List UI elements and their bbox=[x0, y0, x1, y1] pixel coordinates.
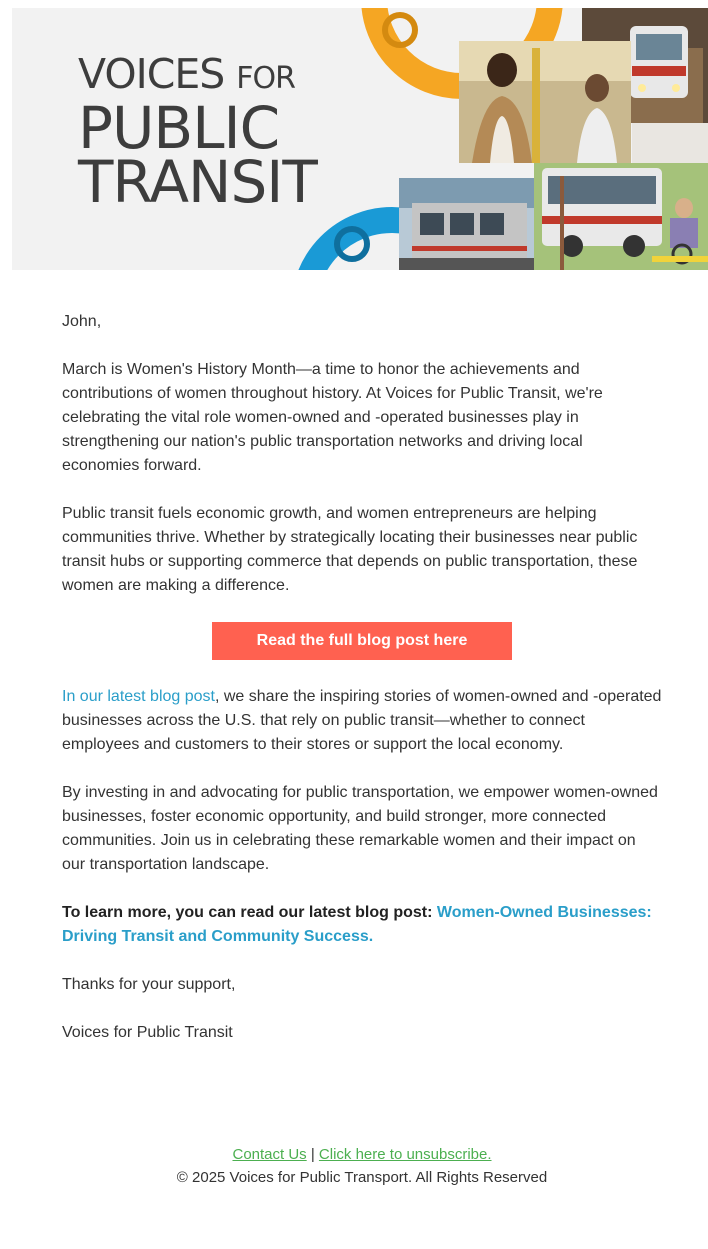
blog-title-link[interactable]: Women-Owned Businesses: Driving Transit and Community Success. bbox=[62, 904, 652, 945]
cta-container bbox=[62, 622, 662, 660]
learn-more-paragraph bbox=[62, 901, 662, 949]
advocacy-paragraph: By investing in and advocating for public transportation, we empower women-owned businesses, foster economic opportunity, and build stronger, more connected communities. Join us in celebrating these remarkable women and their impact on our transportation landscape. bbox=[62, 784, 658, 873]
photo-strip bbox=[632, 123, 708, 163]
rider-photo bbox=[459, 41, 631, 163]
learn-more-lead: To learn more, you can read our latest blog post: bbox=[62, 904, 437, 921]
blog-summary-text: , we share the inspiring stories of women-owned and -operated businesses across the U.S. that rely on public transit—whether to connect employees and customers to their stores or support the local economy. bbox=[62, 688, 662, 753]
unsubscribe-link[interactable]: Click here to unsubscribe. bbox=[318, 1146, 492, 1163]
logo-word-voices: VOICES bbox=[78, 50, 225, 98]
economy-paragraph: Public transit fuels economic growth, and women entrepreneurs are helping communities thrive. Whether by strategically locating their businesses near public transit hubs or supporting commerce that depends on public transportation, these women are making a difference. bbox=[62, 505, 638, 594]
train-photo bbox=[399, 178, 534, 270]
latest-blog-post-link[interactable]: In our latest blog post bbox=[62, 688, 215, 705]
logo-word-public: PUBLIC bbox=[78, 94, 280, 162]
logo-word-transit: TRANSIT bbox=[78, 148, 317, 216]
intro-paragraph: March is Women's History Month—a time to honor the achievements and contributions of women throughout history. At Voices for Public Transit, we're celebrating the vital role women-owned and -operated businesses play in strengthening our nation's public transportation networks and driving local economies forward. bbox=[62, 361, 603, 474]
header-banner bbox=[12, 8, 708, 270]
signoff: Thanks for your support, bbox=[62, 976, 236, 993]
logo-word-for: FOR bbox=[236, 61, 296, 96]
footer-separator: | bbox=[306, 1146, 319, 1163]
contact-us-link[interactable]: Contact Us bbox=[232, 1146, 307, 1163]
signature: Voices for Public Transit bbox=[62, 1024, 233, 1041]
bus-ramp-photo bbox=[534, 163, 708, 270]
email-body bbox=[62, 310, 662, 1069]
blog-summary-paragraph bbox=[62, 685, 662, 757]
read-blog-post-button[interactable]: Read the full blog post here bbox=[212, 622, 512, 660]
copyright-notice: © 2025 Voices for Public Transport. All Rights Reserved bbox=[176, 1169, 548, 1186]
greeting: John, bbox=[62, 313, 102, 330]
footer-links bbox=[0, 1143, 708, 1166]
brand-logo bbox=[78, 50, 317, 216]
email-footer bbox=[0, 1143, 708, 1189]
